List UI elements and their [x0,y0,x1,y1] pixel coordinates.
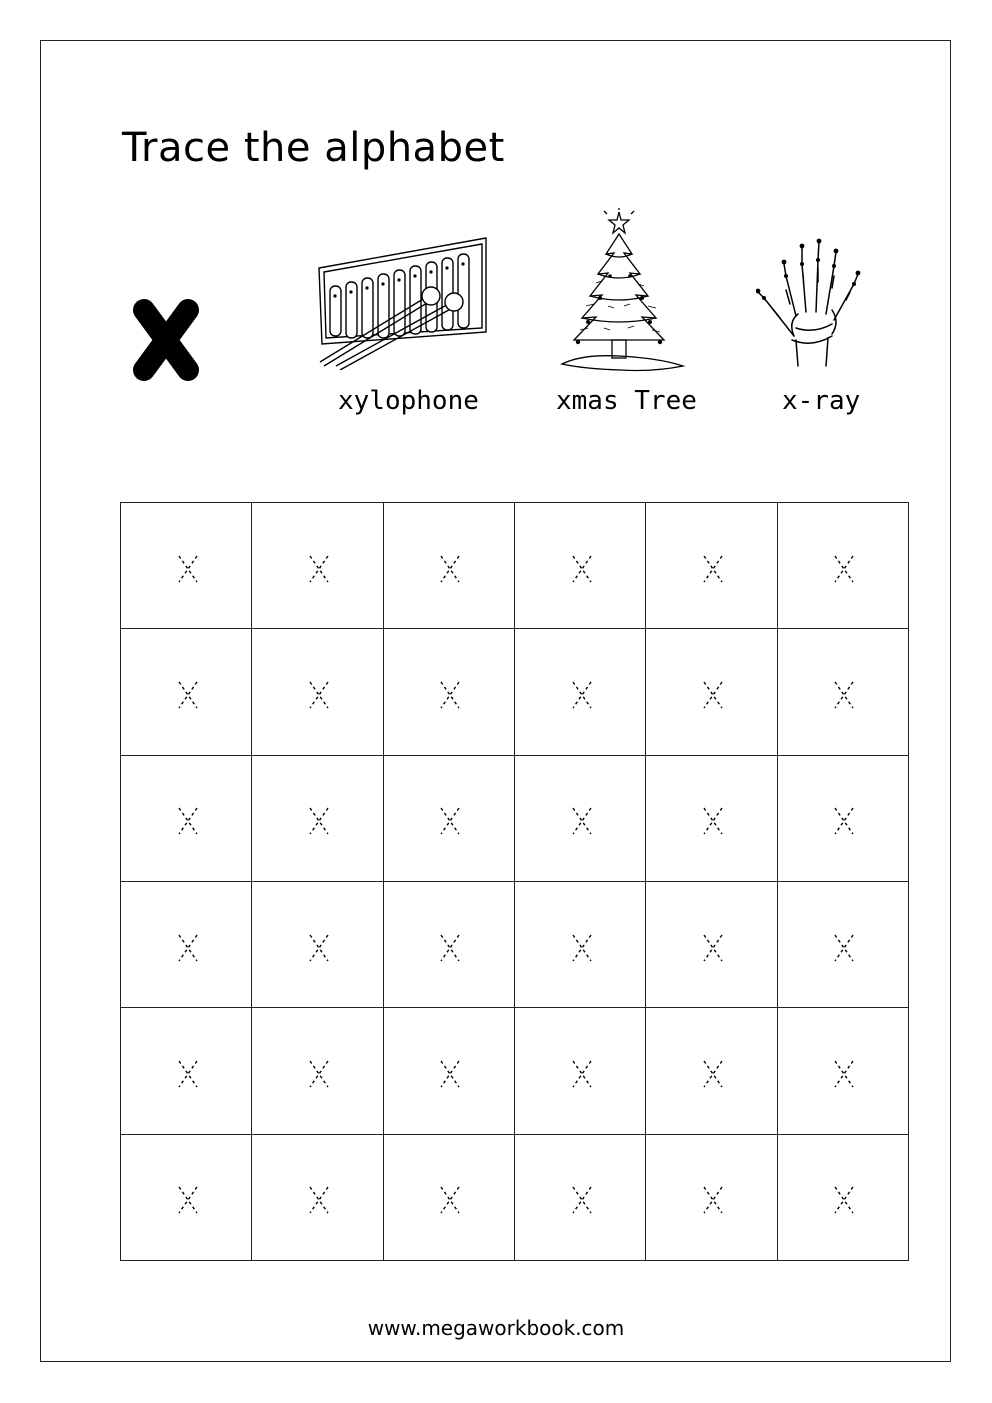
trace-cell [515,629,646,755]
big-letter-x [130,296,202,384]
christmas-tree-icon [560,208,686,374]
trace-cell [252,882,383,1008]
trace-cell [778,629,909,755]
trace-cell [121,629,252,755]
picture-label-xylophone: xylophone [338,386,479,416]
dotted-letter-x [438,679,462,711]
xray-hand-icon [756,236,864,370]
dotted-letter-x [438,1184,462,1216]
dotted-letter-x [570,553,594,585]
dotted-letter-x [176,932,200,964]
dotted-letter-x [438,932,462,964]
trace-cell [252,1135,383,1261]
trace-cell [384,503,515,629]
trace-cell [646,1008,777,1134]
dotted-letter-x [832,679,856,711]
dotted-letter-x [176,553,200,585]
dotted-letter-x [438,805,462,837]
dotted-letter-x [832,1184,856,1216]
dotted-letter-x [701,1058,725,1090]
trace-cell [515,1135,646,1261]
trace-cell [252,629,383,755]
dotted-letter-x [701,805,725,837]
page-title: Trace the alphabet [122,125,505,171]
dotted-letter-x [307,932,331,964]
trace-cell [778,1135,909,1261]
trace-cell [121,1008,252,1134]
dotted-letter-x [701,1184,725,1216]
trace-cell [778,503,909,629]
dotted-letter-x [176,1058,200,1090]
dotted-letter-x [176,1184,200,1216]
trace-cell [646,756,777,882]
picture-label-x-ray: x-ray [782,386,861,416]
dotted-letter-x [438,553,462,585]
trace-cell [778,1008,909,1134]
dotted-letter-x [570,1058,594,1090]
picture-label-xmas-tree: xmas Tree [556,386,697,416]
dotted-letter-x [176,805,200,837]
trace-cell [778,756,909,882]
trace-cell [121,882,252,1008]
dotted-letter-x [570,679,594,711]
xylophone-icon [316,236,490,370]
trace-cell [384,1008,515,1134]
trace-cell [778,882,909,1008]
trace-cell [121,756,252,882]
dotted-letter-x [307,805,331,837]
dotted-letter-x [176,679,200,711]
dotted-letter-x [832,805,856,837]
dotted-letter-x [832,932,856,964]
trace-cell [121,503,252,629]
dotted-letter-x [438,1058,462,1090]
dotted-letter-x [701,932,725,964]
trace-cell [252,503,383,629]
dotted-letter-x [307,679,331,711]
trace-cell [384,1135,515,1261]
trace-cell [646,503,777,629]
trace-cell [252,1008,383,1134]
dotted-letter-x [307,1184,331,1216]
trace-cell [384,756,515,882]
trace-cell [646,1135,777,1261]
trace-cell [515,882,646,1008]
dotted-letter-x [832,1058,856,1090]
trace-cell [121,1135,252,1261]
trace-cell [384,629,515,755]
trace-cell [646,882,777,1008]
dotted-letter-x [570,932,594,964]
footer-url: www.megaworkbook.com [367,1316,625,1340]
dotted-letter-x [832,553,856,585]
dotted-letter-x [307,1058,331,1090]
dotted-letter-x [701,553,725,585]
dotted-letter-x [570,1184,594,1216]
tracing-grid [120,502,909,1261]
trace-cell [252,756,383,882]
trace-cell [515,1008,646,1134]
trace-cell [384,882,515,1008]
dotted-letter-x [307,553,331,585]
dotted-letter-x [570,805,594,837]
dotted-letter-x [701,679,725,711]
trace-cell [515,503,646,629]
trace-cell [646,629,777,755]
trace-cell [515,756,646,882]
